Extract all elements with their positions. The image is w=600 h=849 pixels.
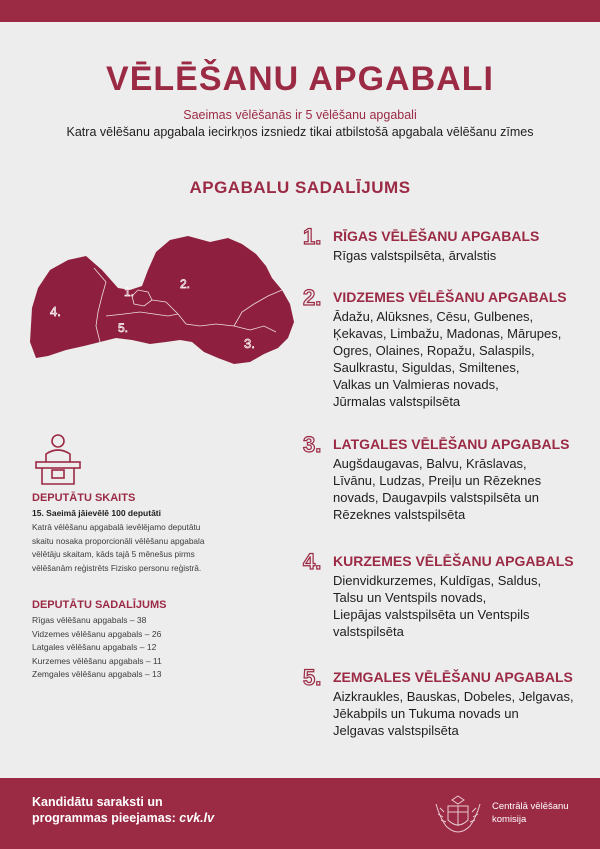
map-label-5: 5. <box>118 321 129 335</box>
district-members: Augšdaugavas, Balvu, Krāslavas, Līvānu, Ludzas, Preiļu un Rēzeknes novads, Daugavpils valstspilsēta un Rēzeknes valstspilsēta <box>333 456 542 522</box>
map-label-2: 2. <box>180 277 191 291</box>
list-item: Zemgales vēlēšanu apgabals – 13 <box>32 669 162 679</box>
footer-text <box>32 794 214 826</box>
org-name: Centrālā vēlēšanu komisija <box>492 801 569 825</box>
cvk-link[interactable]: cvk.lv <box>179 811 215 825</box>
coat-of-arms-icon <box>432 792 484 836</box>
district-number: 5. <box>303 665 322 690</box>
district-title: ZEMGALES VĒLĒŠANU APGABALS <box>333 669 573 685</box>
district-number: 3. <box>303 432 322 457</box>
deputies-count: 15. Saeimā jāievēlē 100 deputāti <box>32 508 161 518</box>
district-members: Aizkraukles, Bauskas, Dobeles, Jelgavas, Jēkabpils un Tukuma novads un Jelgavas valstspilsēta <box>333 689 574 738</box>
district-title: LATGALES VĒLĒŠANU APGABALS <box>333 436 570 452</box>
page-note: Katra vēlēšanu apgabala iecirkņos izsniedz tikai atbilstošā apgabala vēlēšanu zīmes <box>66 125 534 139</box>
footer-line-2: programmas pieejamas: cvk.lv <box>32 811 215 825</box>
section-title: APGABALU SADALĪJUMS <box>189 178 411 197</box>
top-bar <box>0 0 600 22</box>
district-number: 1. <box>303 224 322 249</box>
district-title: RĪGAS VĒLĒŠANU APGABALS <box>333 228 540 244</box>
deputies-heading: DEPUTĀTU SKAITS <box>32 492 136 504</box>
footer <box>0 778 600 849</box>
district-members: Ādažu, Alūksnes, Cēsu, Gulbenes, Ķekavas, Limbažu, Madonas, Mārupes, Ogres, Olaines, Ropažu, Salaspils, Saulkrastu, Siguldas, Smiltenes, Valkas un Valmieras novads, Jūrmalas valstspilsēta <box>333 309 562 409</box>
district-members: Dienvidkurzemes, Kuldīgas, Saldus, Talsu un Ventspils novads, Liepājas valstspilsēta un Ventspils valstspilsēta <box>333 573 542 639</box>
map-label-4: 4. <box>50 304 61 319</box>
district-title: VIDZEMES VĒLĒŠANU APGABALS <box>333 289 567 305</box>
district-number: 4. <box>303 549 322 574</box>
speaker-podium-icon <box>32 432 84 486</box>
map-label-3: 3. <box>244 336 255 351</box>
district-title: KURZEMES VĒLĒŠANU APGABALS <box>333 553 574 569</box>
district-number: 2. <box>303 285 322 310</box>
list-item: Kurzemes vēlēšanu apgabals – 11 <box>32 655 162 666</box>
split-list <box>32 614 262 682</box>
list-item: Vidzemes vēlēšanu apgabals – 26 <box>32 628 162 639</box>
page-title: VĒLĒŠANU APGABALI <box>106 60 494 98</box>
map-label-1: 1. <box>124 285 135 299</box>
deputies-description: Katrā vēlēšanu apgabalā ievēlējamo deputātu skaitu nosaka proporcionāli vēlēšanu apgabala vēlētāju skaitam, kāds tajā 5 mēnešus pirms vēlēšanām reģistrēts Fizisko personu reģistrā. <box>32 522 205 573</box>
split-heading: DEPUTĀTU SADALĪJUMS <box>32 599 167 611</box>
list-item: Latgales vēlēšanu apgabals – 12 <box>32 642 157 652</box>
footer-line-1: Kandidātu saraksti un <box>32 795 163 809</box>
district-members: Rīgas valstspilsēta, ārvalstis <box>333 248 497 263</box>
list-item: Rīgas vēlēšanu apgabals – 38 <box>32 615 147 625</box>
latvia-map <box>28 230 300 370</box>
page-subtitle: Saeimas vēlēšanās ir 5 vēlēšanu apgabali <box>183 108 417 122</box>
